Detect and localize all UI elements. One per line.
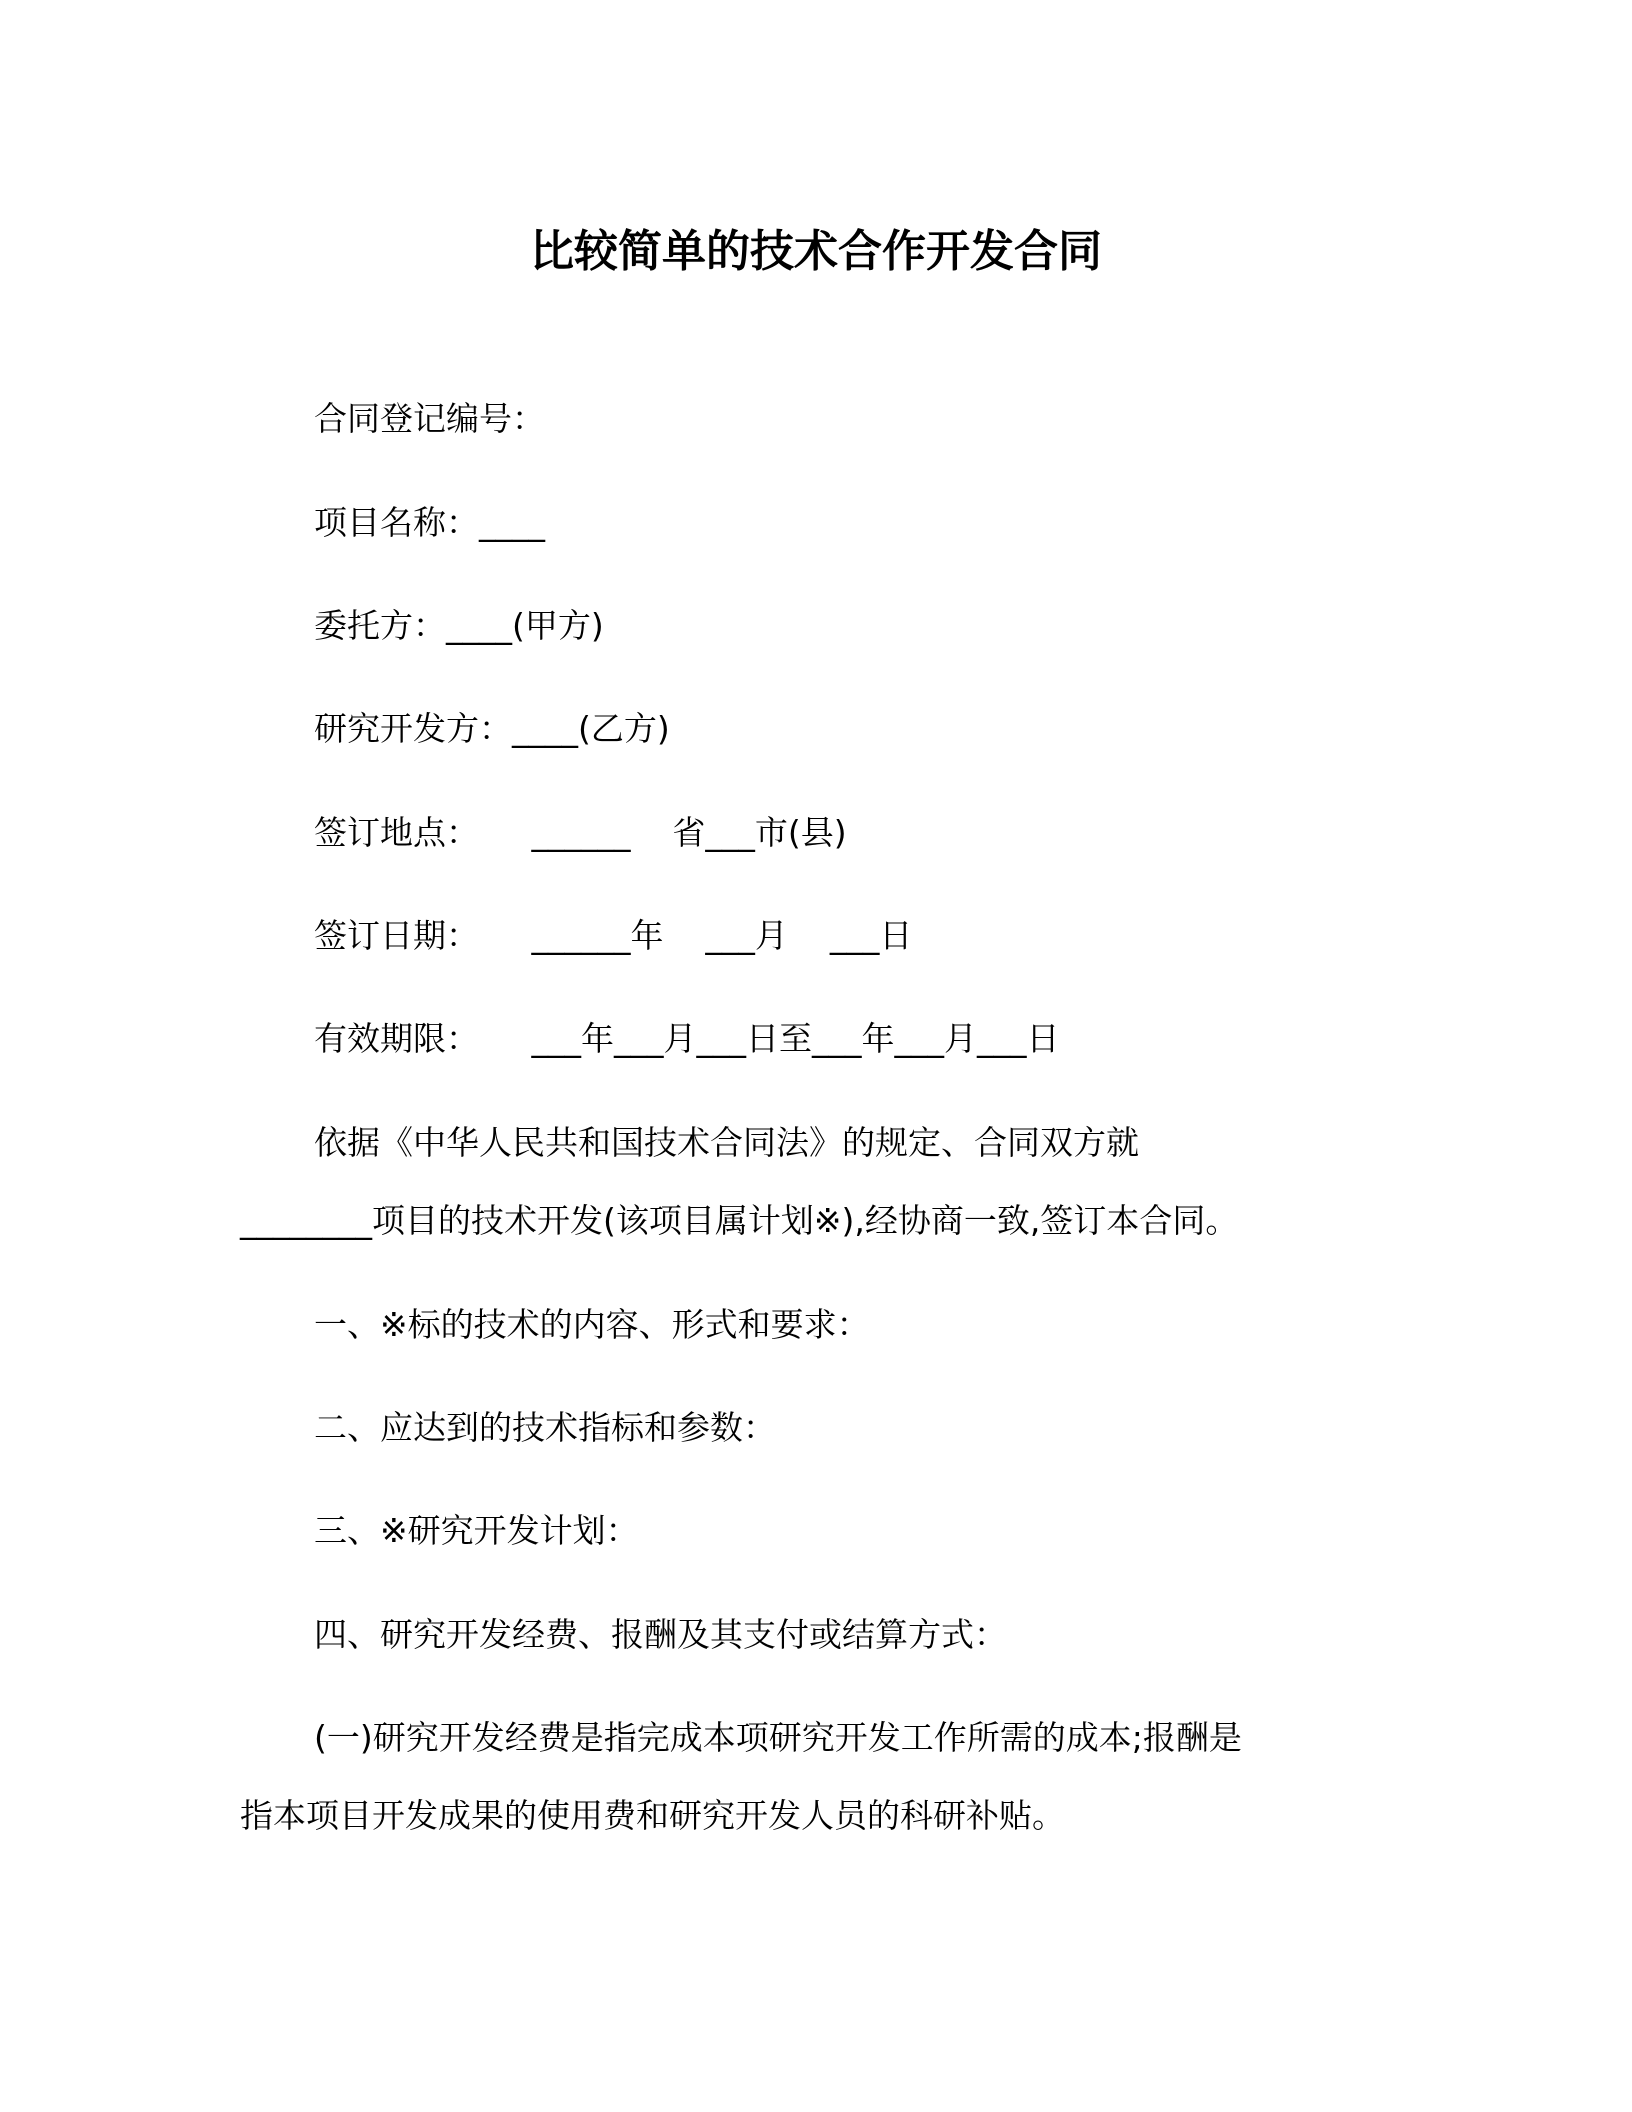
intro-line-1: 依据《中华人民共和国技术合同法》的规定、合同双方就 [314, 1123, 1139, 1162]
section-1-heading: 一、※标的技术的内容、形式和要求： [314, 1305, 870, 1344]
field-signing-date: 签订日期： ______年 ___月 ___日 [314, 916, 913, 955]
section-3-heading: 三、※研究开发计划： [314, 1511, 639, 1550]
intro-line-2: ________项目的技术开发(该项目属计划※),经协商一致,签订本合同。 [240, 1201, 1239, 1240]
field-project-name: 项目名称：____ [314, 503, 545, 542]
field-developer: 研究开发方：____(乙方) [314, 709, 670, 748]
field-contract-number: 合同登记编号： [314, 399, 545, 438]
section-4-heading: 四、研究开发经费、报酬及其支付或结算方式： [314, 1615, 1007, 1654]
clause-1-line-1: (一)研究开发经费是指完成本项研究开发工作所需的成本;报酬是 [314, 1718, 1242, 1757]
clause-1-line-2: 指本项目开发成果的使用费和研究开发人员的科研补贴。 [240, 1796, 1065, 1835]
field-client: 委托方：____(甲方) [314, 606, 604, 645]
section-2-heading: 二、应达到的技术指标和参数： [314, 1408, 776, 1447]
document-title: 比较简单的技术合作开发合同 [530, 226, 1102, 277]
field-validity-period: 有效期限： ___年___月___日至___年___月___日 [314, 1019, 1060, 1058]
field-signing-place: 签订地点： ______ 省___市(县) [314, 813, 847, 852]
